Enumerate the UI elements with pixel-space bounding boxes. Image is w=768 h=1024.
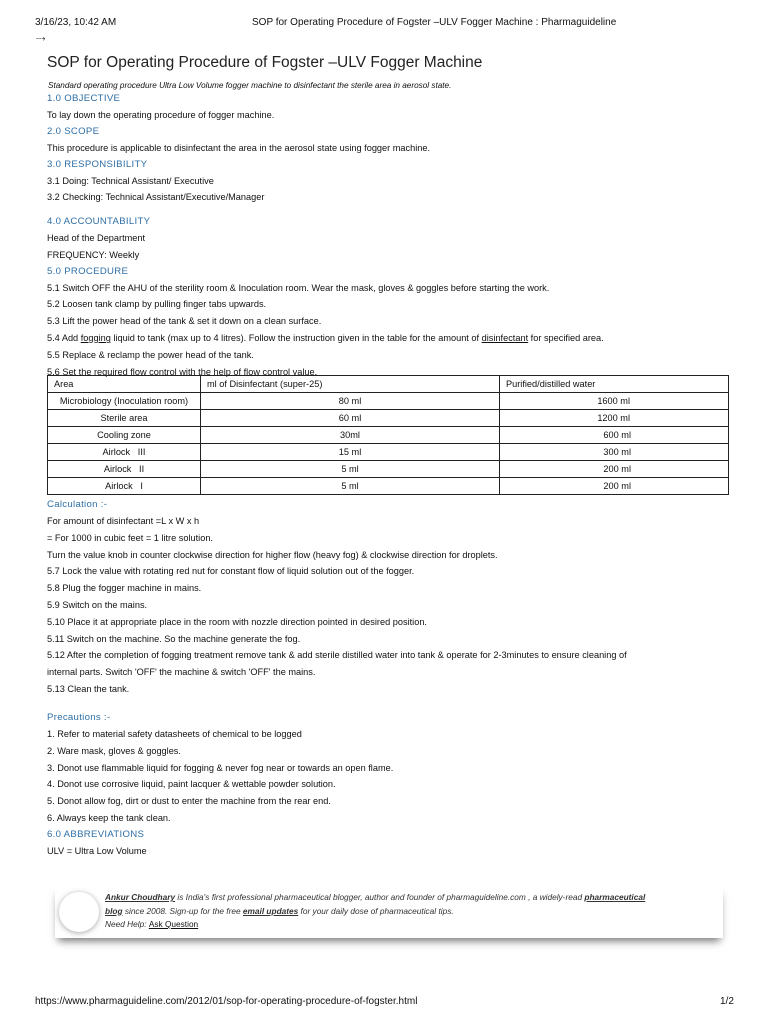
calculation-line-2: = For 1000 in cubic feet = 1 litre solution. xyxy=(47,532,213,543)
disinfectant-link[interactable]: disinfectant xyxy=(481,332,529,343)
scope-text: This procedure is applicable to disinfectant the area in the aerosol state using fogger machine. xyxy=(47,142,431,153)
objective-heading: 1.0 OBJECTIVE xyxy=(47,93,121,104)
table-cell-disinfectant: 5 ml xyxy=(201,461,500,478)
table-cell-area: Sterile area xyxy=(48,410,201,427)
table-row xyxy=(48,461,729,478)
table-cell-area: Airlock II xyxy=(48,461,201,478)
print-page-title: SOP for Operating Procedure of Fogster –ULV Fogger Machine : Pharmaguideline xyxy=(252,17,617,28)
calculation-section xyxy=(47,497,737,698)
author-bio-text-3: for your daily dose of pharmaceutical tips. xyxy=(298,905,454,916)
precaution-item: 3. Donot use flammable liquid for fogging & never fog near or towards an open flame. xyxy=(47,762,394,773)
disinfectant-table xyxy=(47,375,729,495)
procedure-step-9: 5.9 Switch on the mains. xyxy=(47,599,148,610)
calculation-line-3: Turn the value knob in counter clockwise direction for higher flow (heavy fog) & clockwise direction for droplets. xyxy=(47,549,498,560)
responsibility-checking: 3.2 Checking: Technical Assistant/Executive/Manager xyxy=(47,192,265,203)
procedure-step-6: 5.6 Set the required flow control with the help of flow control value. xyxy=(47,366,318,377)
article-intro: Standard operating procedure Ultra Low Volume fogger machine to disinfectant the sterile area in aerosol state. xyxy=(48,81,452,90)
precaution-item: 5. Donot allow fog, dirt or dust to enter the machine from the rear end. xyxy=(47,796,331,807)
table-cell-water: 200 ml xyxy=(500,478,729,495)
table-cell-disinfectant: 30ml xyxy=(201,427,500,444)
table-cell-water: 300 ml xyxy=(500,444,729,461)
author-bio-text-1: is India's first professional pharmaceutical blogger, author and founder of pharmaguideline.com , a widely-read xyxy=(175,892,585,902)
calculation-heading: Calculation :- xyxy=(47,499,108,510)
table-cell-disinfectant: 80 ml xyxy=(201,393,500,410)
step-4-text-a: 5.4 Add xyxy=(47,332,81,343)
table-cell-disinfectant: 15 ml xyxy=(201,444,500,461)
avatar xyxy=(59,892,99,932)
pharmaceutical-blog-link-b[interactable]: blog xyxy=(105,905,123,916)
author-bio xyxy=(105,891,725,932)
disinfectant-table-wrap xyxy=(47,375,737,495)
procedure-step-12a: 5.12 After the completion of fogging treatment remove tank & add sterile distilled water into tank & operate for 2-3minutes to ensure cleaning of xyxy=(47,650,627,661)
table-cell-area: Airlock III xyxy=(48,444,201,461)
table-row xyxy=(48,478,729,495)
need-help-label: Need Help: xyxy=(105,919,149,929)
table-header-cell: ml of Disinfectant (super-25) xyxy=(201,376,500,393)
table-cell-area: Cooling zone xyxy=(48,427,201,444)
calculation-line-1: For amount of disinfectant =L x W x h xyxy=(47,516,200,526)
procedure-step-13: 5.13 Clean the tank. xyxy=(47,683,130,694)
responsibility-doing: 3.1 Doing: Technical Assistant/ Executive xyxy=(47,175,214,186)
table-row xyxy=(48,410,729,427)
author-name-link[interactable]: Ankur Choudhary xyxy=(105,892,176,902)
procedure-heading: 5.0 PROCEDURE xyxy=(47,265,129,277)
author-bio-text-2: since 2008. Sign-up for the free xyxy=(122,905,243,916)
accountability-heading: 4.0 ACCOUNTABILITY xyxy=(47,216,151,227)
procedure-step-8: 5.8 Plug the fogger machine in mains. xyxy=(47,583,202,594)
table-row xyxy=(48,444,729,461)
print-date: 3/16/23, 10:42 AM xyxy=(35,17,117,28)
procedure-step-1: 5.1 Switch OFF the AHU of the sterility room & Inoculation room. Wear the mask, gloves & goggles before starting the work. xyxy=(47,282,550,293)
scope-heading: 2.0 SCOPE xyxy=(47,125,100,137)
table-cell-water: 1200 ml xyxy=(500,410,729,427)
accountability-section xyxy=(47,214,737,380)
accountability-text: Head of the Department xyxy=(47,233,146,243)
responsibility-heading: 3.0 RESPONSIBILITY xyxy=(47,158,148,170)
page-url: https://www.pharmaguideline.com/2012/01/sop-for-operating-procedure-of-fogster.html xyxy=(35,996,418,1007)
procedure-step-10: 5.10 Place it at appropriate place in the room with nozzle direction pointed in desired position. xyxy=(47,616,427,627)
author-box xyxy=(55,886,723,938)
abbreviations-heading: 6.0 ABBREVIATIONS xyxy=(47,828,145,840)
article-title: SOP for Operating Procedure of Fogster –ULV Fogger Machine xyxy=(47,54,483,71)
procedure-step-12b: internal parts. Switch 'OFF' the machine & switch 'OFF' the mains. xyxy=(47,667,316,678)
precautions-heading: Precautions :- xyxy=(47,712,111,723)
objective-section xyxy=(47,91,737,206)
table-row xyxy=(48,427,729,444)
table-cell-disinfectant: 5 ml xyxy=(201,478,500,495)
procedure-step-4 xyxy=(47,330,737,347)
precaution-item: 2. Ware mask, gloves & goggles. xyxy=(47,745,181,756)
step-4-text-b: liquid to tank (max up to 4 litres). Follow the instruction given in the table for the amount of xyxy=(110,332,482,343)
table-cell-area: Airlock I xyxy=(48,478,201,495)
table-row xyxy=(48,393,729,410)
table-header-row xyxy=(48,376,729,393)
ask-question-link[interactable]: Ask Question xyxy=(148,919,199,929)
table-header-cell: Area xyxy=(48,376,201,393)
table-cell-disinfectant: 60 ml xyxy=(201,410,500,427)
arrow-icon: ⤏ xyxy=(36,33,46,43)
precaution-item: 1. Refer to material safety datasheets of chemical to be logged xyxy=(47,729,302,739)
page-number: 1/2 xyxy=(720,996,734,1007)
email-updates-link[interactable]: email updates xyxy=(242,905,299,916)
table-cell-area: Microbiology (Inoculation room) xyxy=(48,393,201,410)
frequency-text: FREQUENCY: Weekly xyxy=(47,249,140,260)
procedure-step-11: 5.11 Switch on the machine. So the machine generate the fog. xyxy=(47,633,301,644)
procedure-step-2: 5.2 Loosen tank clamp by pulling finger tabs upwards. xyxy=(47,299,267,310)
pharmaceutical-blog-link-a[interactable]: pharmaceutical xyxy=(584,892,646,902)
table-header-cell: Purified/distilled water xyxy=(500,376,729,393)
precaution-item: 6. Always keep the tank clean. xyxy=(47,812,171,823)
precautions-section xyxy=(47,710,737,860)
abbreviations-text: ULV = Ultra Low Volume xyxy=(47,845,147,856)
fogging-link[interactable]: fogging xyxy=(80,332,111,343)
table-cell-water: 1600 ml xyxy=(500,393,729,410)
precaution-item: 4. Donot use corrosive liquid, paint lacquer & wettable powder solution. xyxy=(47,779,336,790)
procedure-step-5: 5.5 Replace & reclamp the power head of the tank. xyxy=(47,349,254,360)
table-cell-water: 600 ml xyxy=(500,427,729,444)
objective-text: To lay down the operating procedure of fogger machine. xyxy=(47,110,275,120)
procedure-step-3: 5.3 Lift the power head of the tank & set it down on a clean surface. xyxy=(47,316,322,327)
step-4-text-c: for specified area. xyxy=(528,332,604,343)
procedure-step-7: 5.7 Lock the value with rotating red nut for constant flow of liquid solution out of the fogger. xyxy=(47,566,415,577)
table-cell-water: 200 ml xyxy=(500,461,729,478)
